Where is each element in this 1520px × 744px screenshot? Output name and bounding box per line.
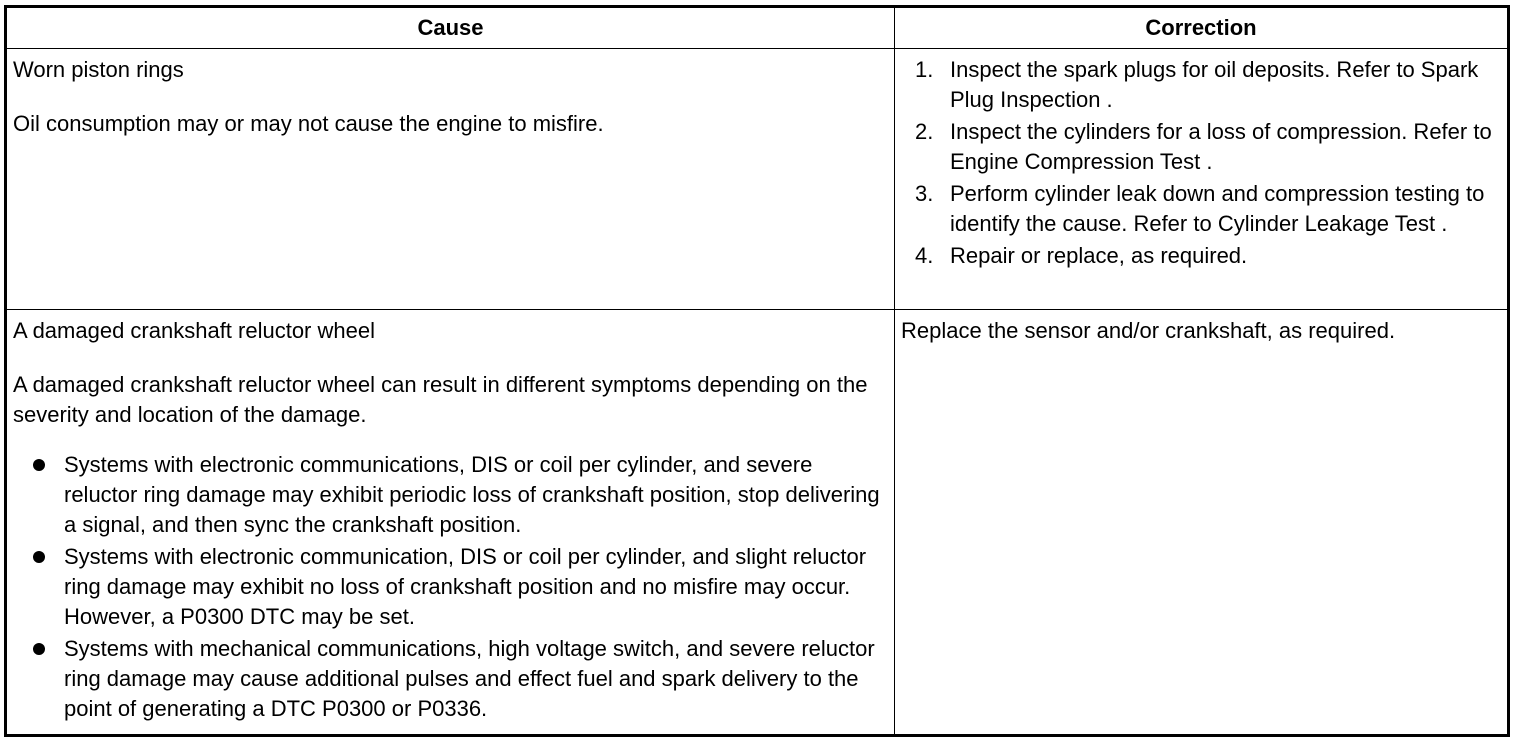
table-header-row	[6, 7, 1509, 49]
cause-cell	[6, 49, 895, 310]
bullet-text: Systems with mechanical communications, high voltage switch, and severe reluctor ring damage may cause additional pulses and effect fuel and spark delivery to the point of generating a DTC P0300 or P0336.	[64, 636, 875, 721]
correction-cell	[895, 310, 1509, 736]
correction-text: Replace the sensor and/or crankshaft, as required.	[901, 318, 1396, 343]
step-text: Inspect the spark plugs for oil deposits. Refer to Spark Plug Inspection .	[950, 57, 1479, 112]
cause-title: Worn piston rings	[13, 57, 184, 82]
cause-description: A damaged crankshaft reluctor wheel can result in different symptoms depending on the severity and location of the damage.	[13, 372, 868, 427]
cause-correction-table	[4, 5, 1510, 737]
table-row	[6, 310, 1509, 736]
step-number: 1.	[915, 57, 934, 82]
step-number: 3.	[915, 181, 934, 206]
bullet-icon	[33, 551, 45, 563]
cause-bullets	[13, 450, 888, 724]
list-item	[901, 179, 1501, 239]
bullet-text: Systems with electronic communication, DIS or coil per cylinder, and slight reluctor ring damage may exhibit no loss of crankshaft position and no misfire may occur. However, a P0300 DTC may be set.	[64, 544, 867, 629]
bullet-icon	[33, 643, 45, 655]
header-cause: Cause	[6, 7, 895, 49]
bullet-icon	[33, 459, 45, 471]
correction-steps	[901, 55, 1501, 271]
step-text: Repair or replace, as required.	[950, 243, 1248, 268]
cause-title: A damaged crankshaft reluctor wheel	[13, 318, 375, 343]
list-item	[901, 241, 1501, 271]
list-item	[901, 55, 1501, 115]
list-item	[13, 634, 888, 724]
step-number: 4.	[915, 243, 934, 268]
correction-cell	[895, 49, 1509, 310]
bullet-text: Systems with electronic communications, DIS or coil per cylinder, and severe reluctor ring damage may exhibit periodic loss of crankshaft position, stop delivering a signal, and then sync the crankshaft position.	[64, 452, 880, 537]
list-item	[901, 117, 1501, 177]
header-correction: Correction	[895, 7, 1509, 49]
table-row	[6, 49, 1509, 310]
list-item	[13, 542, 888, 632]
cause-description: Oil consumption may or may not cause the engine to misfire.	[13, 111, 604, 136]
list-item	[13, 450, 888, 540]
cause-cell	[6, 310, 895, 736]
step-text: Inspect the cylinders for a loss of compression. Refer to Engine Compression Test .	[950, 119, 1492, 174]
step-number: 2.	[915, 119, 934, 144]
step-text: Perform cylinder leak down and compression testing to identify the cause. Refer to Cylinder Leakage Test .	[950, 181, 1485, 236]
